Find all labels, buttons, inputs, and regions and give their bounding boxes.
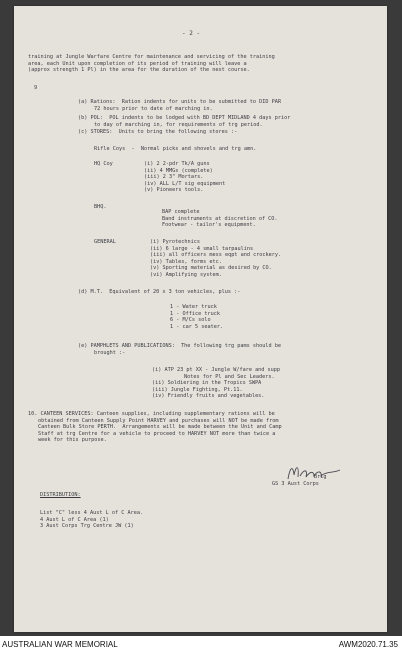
canteen-line: Canteen Bulk Store PERTH. Arrangements will be made between the Unit and Camp xyxy=(38,424,282,430)
rifle-coys-line: Rifle Coys - Normal picks and shovels and trg amn. xyxy=(94,146,257,152)
list-item: (v) Pioneers tools. xyxy=(144,187,204,193)
canteen-line: Staff at trg Centre for a vehicle to proceed to HARVEY NOT more than twice a xyxy=(38,430,276,437)
signature-title: GS 3 Aust Corps xyxy=(272,481,319,487)
list-item: (iii) all officers mess eqpt and crockery. xyxy=(150,252,282,258)
rations-line: 72 hours prior to date of marching in. xyxy=(94,105,213,112)
list-item: (iii) 2 3" Mortars. xyxy=(144,174,204,180)
page-number: - 2 - xyxy=(182,30,201,37)
canteen-line: week for this purpose. xyxy=(38,437,107,443)
signature-rank: Brig xyxy=(314,474,327,480)
distribution-item: 3 Aust Corps Trg Centre JW (1) xyxy=(40,523,134,529)
pamphlets-line: brought :- xyxy=(94,349,126,356)
list-item: (i) ATP 23 pt XX - Jungle W/fare and supp xyxy=(152,367,281,373)
list-item: 1 - car 5 seater. xyxy=(170,323,224,330)
stores-line: (c) STORES: Units to bring the following stores :- xyxy=(78,129,238,135)
list-item: Notes for Pl and Sec Leaders. xyxy=(184,373,275,380)
footer-source: AUSTRALIAN WAR MEMORIAL xyxy=(2,640,118,649)
intro-line: (approx strength 1 Pl) in the area for the duration of the next course. xyxy=(28,67,250,73)
list-item: (iv) Friendly fruits and vegetables. xyxy=(152,393,265,399)
list-item: (ii) 4 MMGs (complete) xyxy=(144,167,213,174)
distribution-item: 4 Aust L of C Area (1) xyxy=(40,516,109,523)
intro-line: training at Jungle Warfare Centre for maintenance and servicing of the training xyxy=(28,54,275,60)
canteen-line: 10. CANTEEN SERVICES: Canteen supplies, including supplementary rations will be xyxy=(28,411,275,417)
list-item: (i) Pyrotechnics xyxy=(150,239,200,245)
list-item: (iv) ALL L/T sig equipment xyxy=(144,180,226,187)
pol-line: (b) POL: POL indents to be lodged with BD DEPT MIDLAND 4 days prior xyxy=(78,115,291,121)
hq-coy-label: HQ Coy xyxy=(94,161,113,167)
list-item: (v) Sporting material as desired by CO. xyxy=(150,265,272,271)
distribution-title: DISTRIBUTION: xyxy=(40,492,81,498)
list-item: (ii) Soldiering in the Tropics SWPA xyxy=(152,380,262,386)
pamphlets-line: (e) PAMPHLETS AND PUBLICATIONS: The following trg pams should be xyxy=(78,343,282,349)
section-number: 9 xyxy=(34,85,38,91)
list-item: (iv) Tables, forms etc. xyxy=(150,258,222,265)
list-item: 1 - Water truck xyxy=(170,304,217,310)
bhq-label: BHQ. xyxy=(94,204,107,210)
list-item: 6 - M/Cs solo xyxy=(170,317,211,323)
list-item: (ii) 6 large - 4 small tarpaulins xyxy=(150,245,254,252)
canteen-line: obtained from Canteen Supply Point HARVEY and purchases will NOT be made from xyxy=(38,417,279,424)
list-item: (vi) Amplifying system. xyxy=(150,271,222,278)
general-label: GENERAL xyxy=(94,239,116,245)
footer-accession-number: AWM2020.71.35 xyxy=(338,640,398,649)
document-page xyxy=(14,6,387,632)
footer-bar xyxy=(0,636,402,653)
list-item: 1 - Office truck xyxy=(170,310,220,317)
list-item: Footwear - tailor's equipment. xyxy=(162,222,256,228)
mt-line: (d) M.T. Equivalent of 20 x 3 ton vehicles, plus :- xyxy=(78,289,241,295)
list-item: (iii) Jungle Fighting, Pt.11. xyxy=(152,386,243,393)
distribution-item: List "C" less 4 Aust L of C Area. xyxy=(40,510,144,516)
rations-line: (a) Rations: Ration indents for units to be submitted to DID PAR xyxy=(78,99,282,105)
list-item: BAP complete xyxy=(162,209,200,215)
list-item: (i) 2 2-pdr Tk/A guns xyxy=(144,161,210,167)
list-item: Band instruments at discretion of CO. xyxy=(162,215,278,222)
intro-line: area, each Unit upon completion of its period of training will leave a xyxy=(28,60,247,67)
pol-line: to day of marching in, for requirements of trg period. xyxy=(94,121,263,128)
